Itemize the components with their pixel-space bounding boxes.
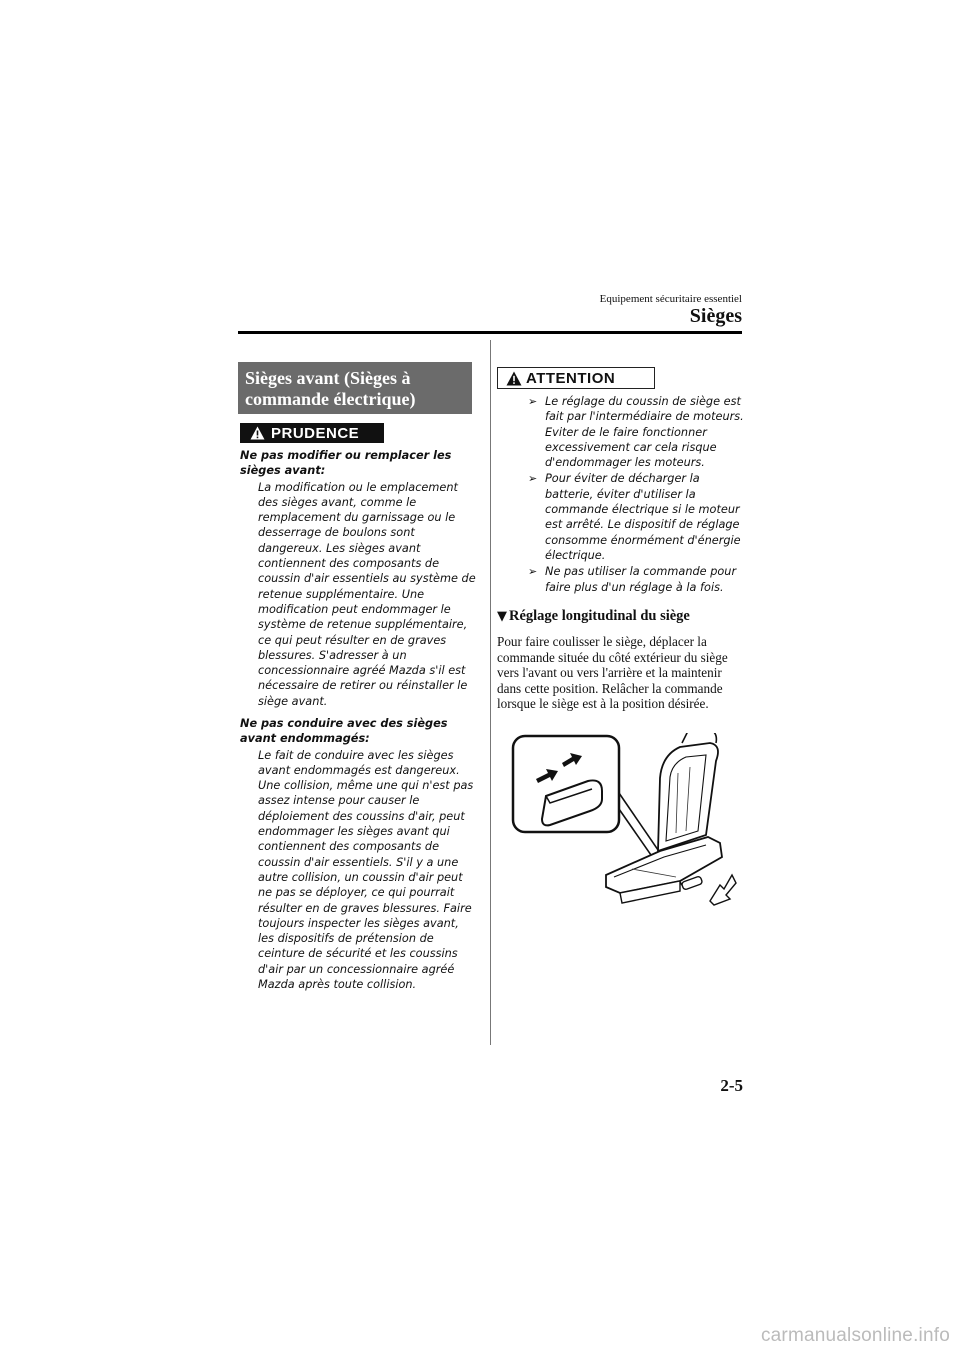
attention-list bbox=[526, 394, 748, 596]
prudence-badge bbox=[240, 423, 384, 443]
subsection-title: Réglage longitudinal du siège bbox=[509, 608, 690, 624]
arrow-bullet-icon: ➢ bbox=[528, 395, 538, 408]
seat-adjust-illustration bbox=[510, 733, 742, 911]
attention-label: ATTENTION bbox=[526, 369, 616, 387]
subsection-body: Pour faire coulisser le siège, déplacer la commande située du côté extérieur du siège vers l'avant ou vers l'arrière et la maintenir dans cette position. Relâcher la commande lorsque le siège est à la position désirée. bbox=[497, 634, 728, 712]
warning-heading: Ne pas conduire avec des sièges avant endommagés: bbox=[240, 717, 448, 746]
warning-triangle-icon bbox=[506, 371, 522, 386]
list-item: ➢ Le réglage du coussin de siège est fait par l'intermédiaire de moteurs. Eviter de le faire fonctionner excessivement car cela risque d'endommager les moteurs. bbox=[528, 395, 744, 470]
header-rule bbox=[238, 331, 742, 334]
running-header-section: Equipement sécuritaire essentiel bbox=[599, 293, 742, 305]
warning-block bbox=[240, 716, 478, 992]
warning-heading: Ne pas modifier ou remplacer les sièges avant: bbox=[240, 449, 452, 478]
warning-triangle-icon bbox=[250, 426, 265, 440]
arrow-bullet-icon: ➢ bbox=[528, 472, 538, 486]
triangle-marker-icon: ▼ bbox=[497, 609, 507, 624]
attention-badge bbox=[497, 367, 655, 389]
section-title: Sièges avant (Sièges à commande électrique) bbox=[238, 362, 472, 414]
warning-body: Le fait de conduire avec les sièges avant endommagés est dangereux. Une collision, même une qui n'est pas assez intense pour causer le déploiement des coussins d'air, peut endommager les sièges avant qui contiennent des composants de coussin d'air essentiels. S'il y a une autre collision, un coussin d'air peut ne pas se déployer, ce qui pourrait résulter en de graves blessures. Faire toujours inspecter les sièges avant, les dispositifs de prétension de ceinture de sécurité et les coussins d'air par un concessionnaire agréé Mazda après toute collision. bbox=[258, 748, 474, 992]
subsection-heading bbox=[497, 608, 690, 625]
list-item: ➢ Pour éviter de décharger la batterie, éviter d'utiliser la commande électrique si le moteur est arrêté. Le dispositif de réglage consomme énormément d'énergie électrique. bbox=[528, 472, 741, 562]
prudence-label: PRUDENCE bbox=[271, 424, 360, 442]
column-divider bbox=[490, 340, 491, 1045]
watermark: carmanualsonline.info bbox=[760, 1325, 950, 1346]
page-number: 2-5 bbox=[720, 1076, 743, 1095]
warning-body: La modification ou le emplacement des sièges avant, comme le remplacement du garnissage ou le desserrage de boulons sont dangereux. Les sièges avant contiennent des composants de coussin d'air essentiels au système de retenue supplémentaire. Une modification peut endommager le système de retenue supplémentaire, ce qui peut résulter en de graves blessures. S'adresser à un concessionnaire agréé Mazda s'il est nécessaire de retirer ou réinstaller le siège avant. bbox=[258, 480, 476, 708]
running-header-title: Sièges bbox=[689, 305, 742, 327]
list-item: ➢ Ne pas utiliser la commande pour faire plus d'un réglage à la fois. bbox=[528, 565, 737, 594]
arrow-bullet-icon: ➢ bbox=[528, 565, 538, 579]
warning-block bbox=[240, 448, 478, 709]
